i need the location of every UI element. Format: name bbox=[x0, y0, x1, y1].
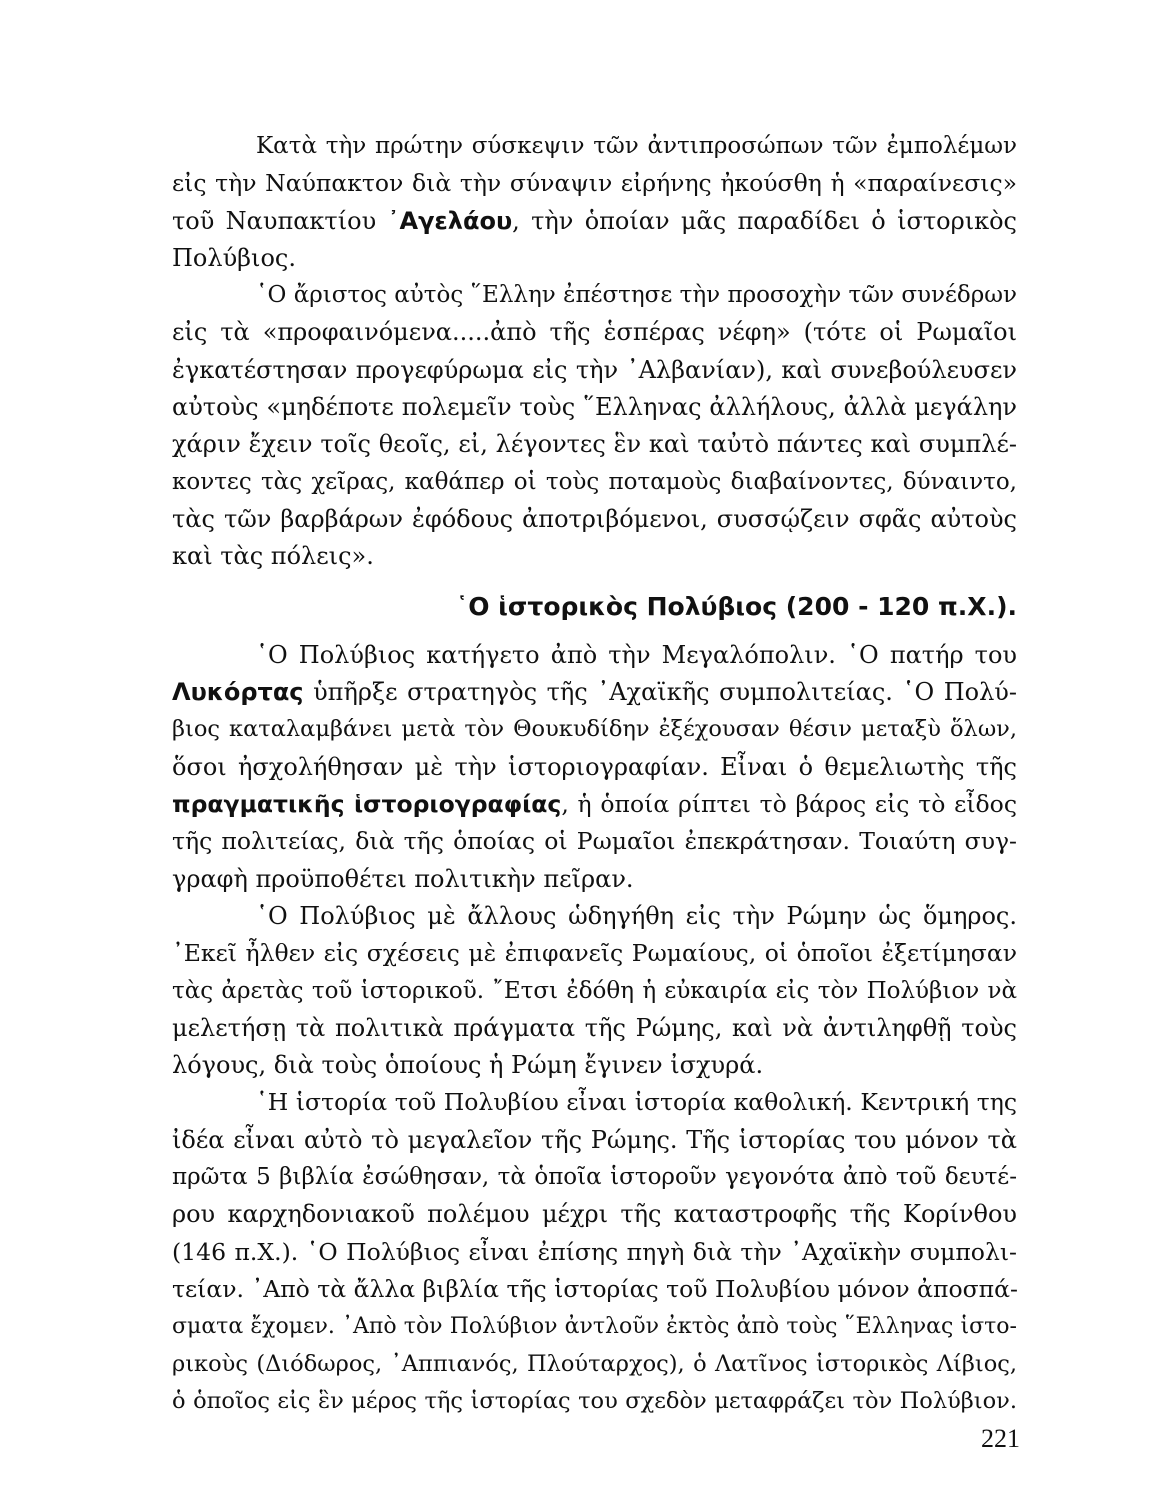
text-line: ὅσοι ἠσχολήθησαν μὲ τὴν ἱστοριογραφίαν. Εἶναι ὁ θεμελιωτὴς τῆς bbox=[172, 752, 1017, 781]
text-segment: , ἡ ὁποία ρίπτει τὸ βάρος εἰς τὸ εἶδος bbox=[561, 790, 1017, 819]
text-line: κοντες τὰς χεῖρας, καθάπερ οἱ τοὺς ποταμοὺς διαβαίνοντες, δύναιντο, bbox=[172, 468, 1017, 495]
text-line: ὁ ὁποῖος εἰς ἓν μέρος τῆς ἱστορίας του σχεδὸν μεταφράζει τὸν Πολύβιον. bbox=[172, 1387, 1017, 1414]
text-line: καὶ τὰς πόλεις». bbox=[172, 542, 374, 571]
text-line: Πολύβιος. bbox=[172, 243, 296, 272]
text-line: ἐγκατέστησαν προγεφύρωμα εἰς τὴν ᾿Αλβανίαν), καὶ συνεβούλευσεν bbox=[172, 355, 1017, 384]
text-line: ῾Ο ἄριστος αὐτὸς ῞Ελλην ἐπέστησε τὴν προσοχὴν τῶν συνέδρων bbox=[256, 282, 1017, 309]
text-line: πρῶτα 5 βιβλία ἐσώθησαν, τὰ ὁποῖα ἱστοροῦν γεγονότα ἀπὸ τοῦ δευτέ- bbox=[172, 1164, 1017, 1191]
text-line: εἰς τὴν Ναύπακτον διὰ τὴν σύναψιν εἰρήνης ἠκούσθη ἡ «παραίνεσις» bbox=[172, 169, 1017, 198]
text-line: σματα ἔχομεν. ᾿Απὸ τὸν Πολύβιον ἀντλοῦν ἐκτὸς ἀπὸ τοὺς ῞Ελληνας ἱστο- bbox=[172, 1314, 1017, 1340]
text-segment: τοῦ Ναυπακτίου bbox=[172, 206, 388, 235]
text-segment: , τὴν ὁποίαν μᾶς παραδίδει ὁ ἱστορικὸς bbox=[512, 206, 1017, 235]
text-line: Κατὰ τὴν πρώτην σύσκεψιν τῶν ἀντιπροσώπων τῶν ἐμπολέμων bbox=[256, 133, 1017, 159]
text-line: τὰς ἀρετὰς τοῦ ἱστορικοῦ. ῎Ετσι ἐδόθη ἡ εὐκαιρία εἰς τὸν Πολύβιον νὰ bbox=[172, 977, 1017, 1004]
text-line bbox=[172, 203, 1017, 240]
text-line: (146 π.Χ.). ῾Ο Πολύβιος εἶναι ἐπίσης πηγὴ διὰ τὴν ᾿Αχαϊκὴν συμπολι- bbox=[172, 1237, 1017, 1266]
text-line: τὰς τῶν βαρβάρων ἐφόδους ἀποτριβόμενοι, συσσῴζειν σφᾶς αὐτοὺς bbox=[172, 504, 1017, 533]
body-text bbox=[172, 128, 1017, 1420]
bold-term: πραγματικῆς ἱστοριογραφίας bbox=[172, 790, 562, 819]
text-line bbox=[172, 674, 1017, 711]
text-line: χάριν ἔχειν τοῖς θεοῖς, εἰ, λέγοντες ἓν καὶ ταὐτὸ πάντες καὶ συμπλέ- bbox=[172, 430, 1017, 459]
text-segment: ὑπῆρξε στρατηγὸς τῆς ᾿Αχαϊκῆς συμπολιτείας. ῾Ο Πολύ- bbox=[303, 678, 1017, 707]
paragraph bbox=[172, 898, 1017, 1084]
text-line: ῾Ο Πολύβιος κατήγετο ἀπὸ τὴν Μεγαλόπολιν. ῾Ο πατήρ του bbox=[256, 640, 1017, 669]
bold-name: ᾿Αγελάου bbox=[387, 206, 513, 235]
text-line: τείαν. ᾿Απὸ τὰ ἄλλα βιβλία τῆς ἱστορίας τοῦ Πολυβίου μόνον ἀποσπά- bbox=[172, 1274, 1018, 1303]
text-line: εἰς τὰ «προφαινόμενα.....ἀπὸ τῆς ἑσπέρας νέφη» (τότε οἱ Ρωμαῖοι bbox=[172, 318, 1017, 347]
paragraph bbox=[172, 128, 1017, 277]
text-line: ρου καρχηδονιακοῦ πολέμου μέχρι τῆς καταστροφῆς τῆς Κορίνθου bbox=[172, 1200, 1017, 1229]
text-line: ᾿Εκεῖ ἦλθεν εἰς σχέσεις μὲ ἐπιφανεῖς Ρωμαίους, οἱ ὁποῖοι ἐξετίμησαν bbox=[172, 939, 1017, 968]
text-line: βιος καταλαμβάνει μετὰ τὸν Θουκυδίδην ἐξέχουσαν θέσιν μεταξὺ ὅλων, bbox=[172, 716, 1017, 743]
text-line: αὐτοὺς «μηδέποτε πολεμεῖν τοὺς ῞Ελληνας ἀλλήλους, ἀλλὰ μεγάλην bbox=[172, 393, 1017, 422]
text-line: ῾Η ἱστορία τοῦ Πολυβίου εἶναι ἱστορία καθολική. Κεντρική της bbox=[256, 1088, 1017, 1117]
text-line bbox=[172, 786, 1017, 823]
text-line: ῾Ο Πολύβιος μὲ ἄλλους ὡδηγήθη εἰς τὴν Ρώμην ὡς ὅμηρος. bbox=[256, 901, 1017, 930]
text-line: τῆς πολιτείας, διὰ τῆς ὁποίας οἱ Ρωμαῖοι ἐπεκράτησαν. Τοιαύτη συγ- bbox=[172, 827, 1017, 856]
section-heading: ῾Ο ἱστορικὸς Πολύβιος (200 - 120 π.Χ.). bbox=[455, 591, 1017, 621]
page-number: 221 bbox=[981, 1424, 1020, 1453]
text-line: ρικοὺς (Διόδωρος, ᾿Αππιανός, Πλούταρχος), ὁ Λατῖνος ἱστορικὸς Λίβιος, bbox=[172, 1350, 1017, 1377]
text-line: γραφὴ προϋποθέτει πολιτικὴν πεῖραν. bbox=[172, 864, 634, 893]
text-line: λόγους, διὰ τοὺς ὁποίους ἡ Ρώμη ἔγινεν ἰσχυρά. bbox=[172, 1051, 764, 1080]
text-line: ἰδέα εἶναι αὐτὸ τὸ μεγαλεῖον τῆς Ρώμης. Τῆς ἱστορίας του μόνον τὰ bbox=[172, 1125, 1017, 1154]
paragraph bbox=[172, 637, 1017, 898]
text-line: μελετήσῃ τὰ πολιτικὰ πράγματα τῆς Ρώμης, καὶ νὰ ἀντιληφθῇ τοὺς bbox=[172, 1013, 1017, 1042]
paragraph bbox=[172, 277, 1017, 575]
paragraph bbox=[172, 1084, 1017, 1420]
bold-name: Λυκόρτας bbox=[172, 678, 304, 707]
